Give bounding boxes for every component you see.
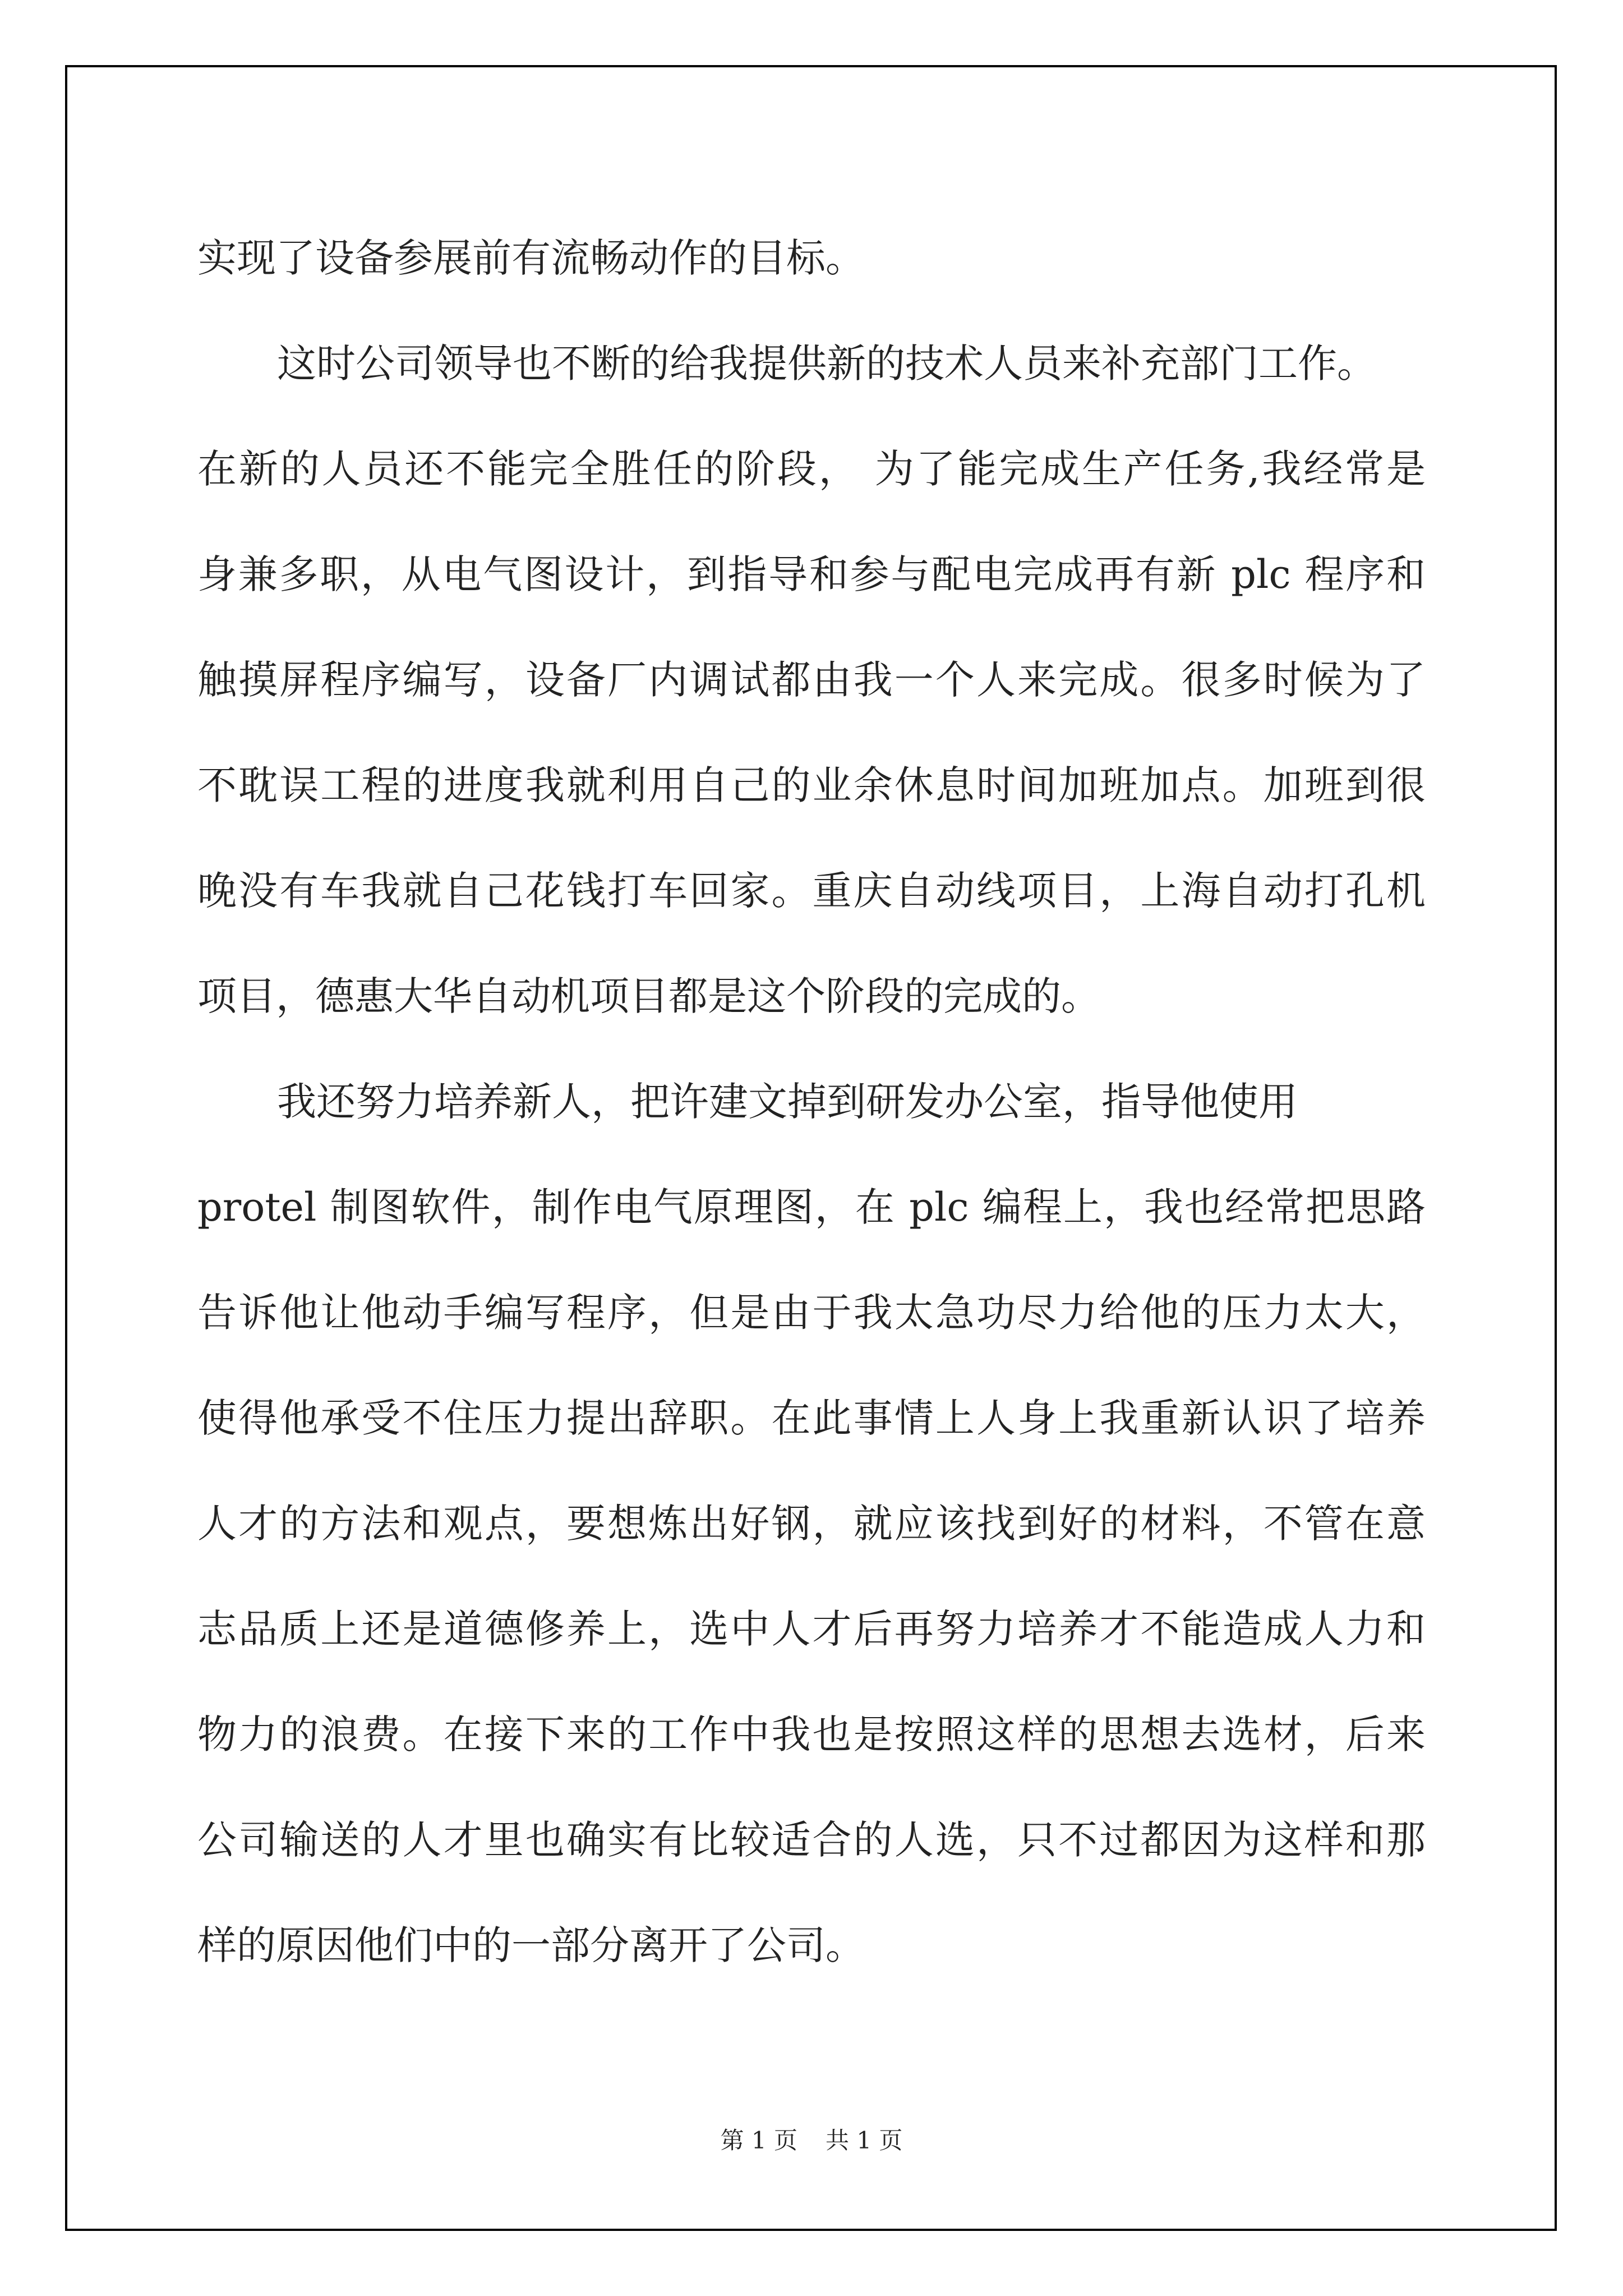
text-line-11: 告诉他让他动手编写程序，但是由于我太急功尽力给他的压力太大，: [197, 1290, 1426, 1336]
text-line-14: 志品质上还是道德修养上，选中人才后再努力培养才不能造成人力和: [197, 1606, 1426, 1652]
text-line-12: 使得他承受不住压力提出辞职。在此事情上人身上我重新认识了培养: [197, 1395, 1426, 1441]
text-line-6: 不耽误工程的进度我就利用自己的业余休息时间加班加点。加班到很: [197, 762, 1426, 808]
text-line-10: protel 制图软件，制作电气原理图，在 plc 编程上，我也经常把思路: [197, 1184, 1426, 1230]
text-line-7: 晚没有车我就自己花钱打车回家。重庆自动线项目，上海自动打孔机: [197, 868, 1426, 914]
text-line-17: 样的原因他们中的一部分离开了公司。: [197, 1922, 865, 1968]
page-number: 第 1 页: [720, 2127, 797, 2154]
text-line-8: 项目，德惠大华自动机项目都是这个阶段的完成的。: [197, 973, 1100, 1019]
text-line-1: 实现了设备参展前有流畅动作的目标。: [197, 235, 865, 281]
text-line-3: 在新的人员还不能完全胜任的阶段， 为了能完成生产任务,我经常是: [197, 446, 1426, 492]
text-line-15: 物力的浪费。在接下来的工作中我也是按照这样的思想去选材，后来: [197, 1711, 1426, 1757]
text-line-5: 触摸屏程序编写，设备厂内调试都由我一个人来完成。很多时候为了: [197, 657, 1426, 703]
text-line-13: 人才的方法和观点，要想炼出好钢，就应该找到好的材料，不管在意: [197, 1501, 1426, 1547]
text-line-2: 这时公司领导也不断的给我提供新的技术人员来补充部门工作。: [277, 341, 1376, 386]
page-footer: [0, 2124, 1623, 2157]
document-body: [197, 205, 1426, 1998]
text-line-4: 身兼多职，从电气图设计，到指导和参与配电完成再有新 plc 程序和: [197, 551, 1426, 597]
text-line-16: 公司输送的人才里也确实有比较适合的人选，只不过都因为这样和那: [197, 1817, 1426, 1863]
text-line-9: 我还努力培养新人，把许建文掉到研发办公室，指导他使用: [277, 1079, 1298, 1125]
page-total: 共 1 页: [826, 2127, 903, 2154]
